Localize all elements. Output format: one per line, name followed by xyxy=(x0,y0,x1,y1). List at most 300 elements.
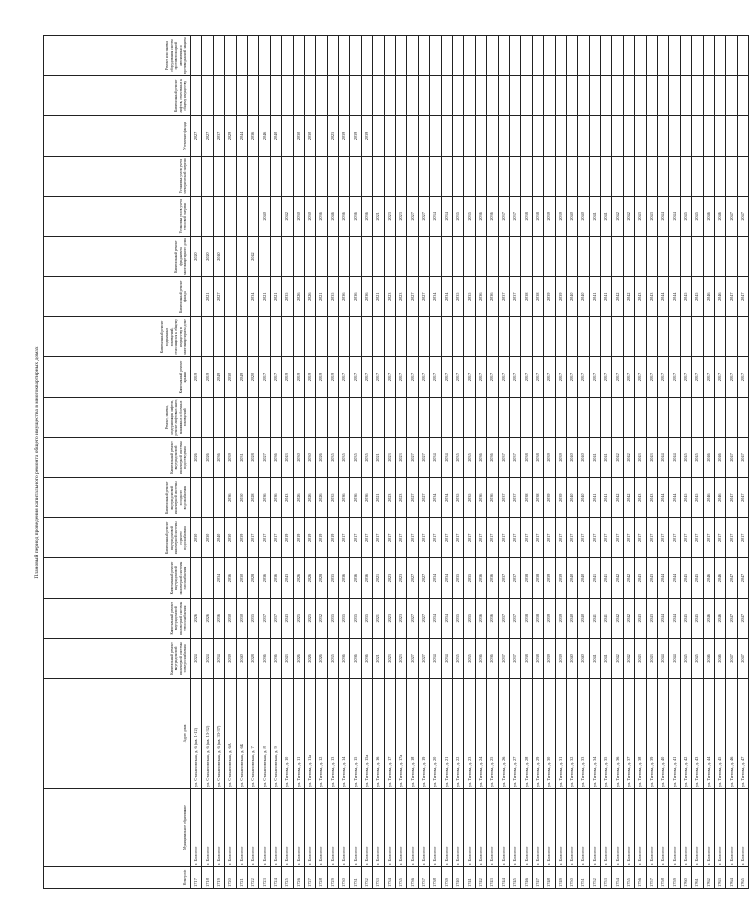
year-cell: 2026 xyxy=(304,478,315,518)
year-cell xyxy=(464,36,475,76)
table-row xyxy=(339,36,350,889)
year-cell: 2017 xyxy=(714,518,725,558)
column-header: Муниципальное образование xyxy=(44,789,191,867)
year-cell xyxy=(452,116,463,156)
year-cell: 2039 xyxy=(544,277,555,317)
year-cell xyxy=(646,36,657,76)
address-cell: ул. Титова, д. 43 xyxy=(692,679,703,789)
year-cell xyxy=(350,156,361,196)
year-cell: 2041 xyxy=(601,558,612,598)
year-cell xyxy=(487,36,498,76)
row-number-cell: 1720 xyxy=(225,867,236,889)
year-cell xyxy=(441,236,452,276)
row-number-cell: 1757 xyxy=(646,867,657,889)
year-cell: 2036 xyxy=(487,196,498,236)
municipality-cell: г. Бологое xyxy=(658,789,669,867)
year-cell xyxy=(213,196,224,236)
year-cell xyxy=(327,317,338,357)
address-cell: ул. Титова, д. 15 xyxy=(350,679,361,789)
address-cell: ул. Титова, д. 17а xyxy=(396,679,407,789)
year-cell: 2047 xyxy=(737,478,748,518)
address-cell: ул. Стахановская, д. 7 xyxy=(247,679,258,789)
table-row xyxy=(669,36,680,889)
year-cell: 2028 xyxy=(247,478,258,518)
year-cell xyxy=(669,397,680,437)
year-cell xyxy=(487,397,498,437)
year-cell: 2036 xyxy=(487,558,498,598)
year-cell xyxy=(259,76,270,116)
year-cell xyxy=(202,76,213,116)
year-cell: 2017 xyxy=(350,357,361,397)
column-header: Установка узлов учета тепловой энергии xyxy=(44,196,191,236)
year-cell: 2044 xyxy=(669,277,680,317)
year-cell: 2037 xyxy=(509,478,520,518)
year-cell xyxy=(623,317,634,357)
year-cell: 2044 xyxy=(236,116,247,156)
year-cell xyxy=(692,317,703,357)
header-row xyxy=(44,36,191,889)
year-cell: 2023 xyxy=(396,277,407,317)
year-cell xyxy=(635,397,646,437)
year-cell xyxy=(509,317,520,357)
year-cell xyxy=(680,236,691,276)
year-cell xyxy=(430,36,441,76)
table-row xyxy=(544,36,555,889)
year-cell: 2047 xyxy=(737,196,748,236)
year-cell xyxy=(521,317,532,357)
year-cell xyxy=(601,36,612,76)
year-cell xyxy=(270,76,281,116)
year-cell: 2043 xyxy=(646,196,657,236)
year-cell: 2039 xyxy=(555,437,566,477)
year-cell: 2017 xyxy=(509,357,520,397)
year-cell: 2035 xyxy=(452,196,463,236)
year-cell xyxy=(703,36,714,76)
year-cell: 2023 xyxy=(396,478,407,518)
year-cell: 2036 xyxy=(350,478,361,518)
year-cell: 2017 xyxy=(544,357,555,397)
year-cell xyxy=(498,156,509,196)
year-cell: 2037 xyxy=(509,437,520,477)
year-cell: 2041 xyxy=(589,638,600,678)
table-row xyxy=(430,36,441,889)
year-cell xyxy=(623,236,634,276)
table-row xyxy=(714,36,725,889)
address-cell: ул. Титова, д. 15а xyxy=(361,679,372,789)
column-header: Капитальный ремонт внутридомовой инженерной системы горячего водоснабжения xyxy=(44,518,191,558)
year-cell xyxy=(430,76,441,116)
year-cell: 2036 xyxy=(339,277,350,317)
year-cell xyxy=(373,36,384,76)
municipality-cell: г. Бологое xyxy=(714,789,725,867)
municipality-cell: г. Бологое xyxy=(498,789,509,867)
year-cell xyxy=(521,36,532,76)
year-cell xyxy=(441,76,452,116)
year-cell xyxy=(566,116,577,156)
municipality-cell: г. Бологое xyxy=(635,789,646,867)
year-cell: 2017 xyxy=(498,357,509,397)
year-cell: 2039 xyxy=(555,598,566,638)
row-number-cell: 1723 xyxy=(259,867,270,889)
year-cell: 2017 xyxy=(692,357,703,397)
year-cell: 2042 xyxy=(623,638,634,678)
year-cell: 2045 xyxy=(692,478,703,518)
year-cell: 2037 xyxy=(498,437,509,477)
year-cell xyxy=(544,156,555,196)
table-row xyxy=(498,36,509,889)
year-cell xyxy=(566,317,577,357)
year-cell xyxy=(407,36,418,76)
year-cell: 2035 xyxy=(452,598,463,638)
year-cell: 2017 xyxy=(339,357,350,397)
row-number-cell: 1733 xyxy=(373,867,384,889)
year-cell: 2042 xyxy=(612,558,623,598)
year-cell: 2017 xyxy=(646,357,657,397)
address-cell: ул. Титова, д. 34 xyxy=(589,679,600,789)
year-cell: 2028 xyxy=(316,558,327,598)
municipality-cell: г. Бологое xyxy=(441,789,452,867)
year-cell: 2040 xyxy=(566,437,577,477)
year-cell xyxy=(589,236,600,276)
year-cell: 2043 xyxy=(635,638,646,678)
year-cell: 2046 xyxy=(714,277,725,317)
year-cell: 2017 xyxy=(714,357,725,397)
year-cell xyxy=(441,317,452,357)
year-cell: 2019 xyxy=(304,518,315,558)
year-cell: 2046 xyxy=(714,598,725,638)
row-number-cell: 1761 xyxy=(692,867,703,889)
year-cell xyxy=(532,397,543,437)
year-cell xyxy=(646,76,657,116)
year-cell: 2027 xyxy=(407,196,418,236)
year-cell: 2044 xyxy=(669,598,680,638)
year-cell: 2017 xyxy=(259,518,270,558)
year-cell: 2046 xyxy=(703,196,714,236)
year-cell: 2035 xyxy=(327,277,338,317)
year-cell xyxy=(703,116,714,156)
column-header: Капитальный ремонт фундамента многоквартирного дома xyxy=(44,236,191,276)
row-number-cell: 1752 xyxy=(589,867,600,889)
year-cell xyxy=(509,397,520,437)
year-cell xyxy=(532,76,543,116)
row-number-cell: 1747 xyxy=(532,867,543,889)
year-cell xyxy=(487,116,498,156)
year-cell: 2034 xyxy=(441,437,452,477)
year-cell xyxy=(259,397,270,437)
year-cell xyxy=(714,236,725,276)
year-cell: 2026 xyxy=(316,478,327,518)
year-cell xyxy=(452,317,463,357)
year-cell: 2039 xyxy=(544,196,555,236)
year-cell xyxy=(464,236,475,276)
year-cell xyxy=(316,36,327,76)
year-cell: 2041 xyxy=(589,437,600,477)
year-cell xyxy=(498,317,509,357)
year-cell: 2039 xyxy=(555,478,566,518)
year-cell: 2036 xyxy=(475,558,486,598)
table-row xyxy=(282,36,293,889)
year-cell: 2023 xyxy=(384,277,395,317)
year-cell: 2035 xyxy=(247,598,258,638)
year-cell: 2019 xyxy=(202,357,213,397)
year-cell xyxy=(726,236,737,276)
year-cell: 2027 xyxy=(202,116,213,156)
municipality-cell: г. Бологое xyxy=(544,789,555,867)
year-cell xyxy=(316,156,327,196)
year-cell: 2020 xyxy=(247,357,258,397)
address-cell: ул. Стахановская, д. 6 (кв. 1-12) xyxy=(191,679,202,789)
year-cell xyxy=(339,36,350,76)
year-cell: 2017 xyxy=(726,357,737,397)
year-cell xyxy=(658,397,669,437)
column-header: Капитальный ремонт фасада xyxy=(44,277,191,317)
year-cell: 2021 xyxy=(316,277,327,317)
year-cell: 2047 xyxy=(726,277,737,317)
year-cell xyxy=(464,317,475,357)
year-cell xyxy=(327,76,338,116)
year-cell: 2017 xyxy=(475,518,486,558)
municipality-cell: г. Бологое xyxy=(578,789,589,867)
year-cell: 2047 xyxy=(737,558,748,598)
year-cell xyxy=(578,116,589,156)
year-cell xyxy=(669,76,680,116)
year-cell xyxy=(418,116,429,156)
address-cell: ул. Титова, д. 24 xyxy=(475,679,486,789)
year-cell: 2039 xyxy=(225,638,236,678)
year-cell xyxy=(430,397,441,437)
year-cell xyxy=(225,156,236,196)
year-cell xyxy=(726,76,737,116)
address-cell: ул. Титова, д. 18 xyxy=(407,679,418,789)
year-cell xyxy=(191,317,202,357)
row-number-cell: 1740 xyxy=(452,867,463,889)
year-cell xyxy=(544,397,555,437)
year-cell: 2040 xyxy=(578,558,589,598)
year-cell xyxy=(737,36,748,76)
municipality-cell: г. Бологое xyxy=(282,789,293,867)
address-cell: ул. Титова, д. 11 xyxy=(293,679,304,789)
year-cell: 2017 xyxy=(361,518,372,558)
year-cell xyxy=(384,116,395,156)
year-cell: 2044 xyxy=(669,478,680,518)
year-cell xyxy=(646,236,657,276)
address-cell: ул. Титова, д. 47 xyxy=(737,679,748,789)
year-cell: 2037 xyxy=(509,277,520,317)
address-cell: ул. Титова, д. 13 xyxy=(327,679,338,789)
year-cell: 2046 xyxy=(714,558,725,598)
year-cell: 2030 xyxy=(225,598,236,638)
year-cell: 2036 xyxy=(487,598,498,638)
year-cell xyxy=(202,478,213,518)
year-cell: 2017 xyxy=(430,518,441,558)
year-cell xyxy=(589,156,600,196)
year-cell xyxy=(566,156,577,196)
table-row xyxy=(601,36,612,889)
year-cell: 2035 xyxy=(361,437,372,477)
column-header: Адрес дома xyxy=(44,679,191,789)
year-cell: 2036 xyxy=(270,437,281,477)
year-cell xyxy=(464,116,475,156)
year-cell: 2045 xyxy=(680,478,691,518)
year-cell xyxy=(293,397,304,437)
year-cell: 2036 xyxy=(475,638,486,678)
year-cell: 2037 xyxy=(509,638,520,678)
municipality-cell: г. Бологое xyxy=(270,789,281,867)
year-cell: 2036 xyxy=(475,196,486,236)
column-header: Утепление фасада xyxy=(44,116,191,156)
address-cell: ул. Титова, д. 45 xyxy=(714,679,725,789)
year-cell xyxy=(373,156,384,196)
table-row xyxy=(589,36,600,889)
table-row xyxy=(487,36,498,889)
year-cell: 2046 xyxy=(714,196,725,236)
year-cell xyxy=(407,76,418,116)
row-number-cell: 1731 xyxy=(350,867,361,889)
year-cell: 2038 xyxy=(532,437,543,477)
year-cell: 2026 xyxy=(293,277,304,317)
year-cell xyxy=(658,36,669,76)
year-cell xyxy=(680,76,691,116)
year-cell: 2036 xyxy=(259,558,270,598)
year-cell xyxy=(373,317,384,357)
year-cell xyxy=(612,116,623,156)
year-cell: 2046 xyxy=(703,437,714,477)
year-cell xyxy=(475,116,486,156)
year-cell: 2046 xyxy=(703,478,714,518)
year-cell xyxy=(259,156,270,196)
year-cell: 2024 xyxy=(191,638,202,678)
year-cell xyxy=(521,397,532,437)
year-cell xyxy=(407,317,418,357)
year-cell xyxy=(361,36,372,76)
year-cell xyxy=(464,76,475,116)
year-cell xyxy=(635,156,646,196)
year-cell xyxy=(191,277,202,317)
year-cell: 2039 xyxy=(544,558,555,598)
year-cell: 2046 xyxy=(714,638,725,678)
year-cell xyxy=(658,116,669,156)
address-cell: ул. Титова, д. 27 xyxy=(509,679,520,789)
year-cell: 2038 xyxy=(532,196,543,236)
year-cell: 2036 xyxy=(475,277,486,317)
row-number-cell: 1753 xyxy=(601,867,612,889)
year-cell: 2023 xyxy=(384,598,395,638)
year-cell: 2026 xyxy=(293,638,304,678)
column-header: Капитальный ремонт крыши xyxy=(44,357,191,397)
table-row xyxy=(646,36,657,889)
year-cell xyxy=(259,317,270,357)
year-cell: 2036 xyxy=(339,638,350,678)
year-cell xyxy=(236,236,247,276)
row-number-cell: 1760 xyxy=(680,867,691,889)
row-number-cell: 1719 xyxy=(213,867,224,889)
year-cell xyxy=(475,317,486,357)
year-cell xyxy=(555,236,566,276)
table-row xyxy=(509,36,520,889)
municipality-cell: г. Бологое xyxy=(316,789,327,867)
year-cell: 2044 xyxy=(658,598,669,638)
year-cell: 2036 xyxy=(487,437,498,477)
year-cell: 2021 xyxy=(373,558,384,598)
year-cell: 2017 xyxy=(555,357,566,397)
year-cell xyxy=(680,156,691,196)
year-cell: 2043 xyxy=(646,277,657,317)
year-cell: 2017 xyxy=(521,518,532,558)
year-cell xyxy=(498,76,509,116)
year-cell xyxy=(737,116,748,156)
year-cell: 2040 xyxy=(566,196,577,236)
year-cell xyxy=(612,36,623,76)
year-cell xyxy=(532,116,543,156)
year-cell xyxy=(316,317,327,357)
year-cell xyxy=(225,196,236,236)
year-cell xyxy=(361,156,372,196)
year-cell xyxy=(327,236,338,276)
year-cell: 2035 xyxy=(452,638,463,678)
year-cell xyxy=(270,397,281,437)
year-cell: 2031 xyxy=(236,437,247,477)
address-cell: ул. Титова, д. 17 xyxy=(384,679,395,789)
address-cell: ул. Титова, д. 23 xyxy=(464,679,475,789)
year-cell: 2027 xyxy=(418,478,429,518)
year-cell: 2021 xyxy=(202,277,213,317)
year-cell xyxy=(441,36,452,76)
year-cell xyxy=(191,196,202,236)
year-cell: 2043 xyxy=(646,638,657,678)
year-cell xyxy=(487,236,498,276)
year-cell xyxy=(225,36,236,76)
year-cell: 2050 xyxy=(236,478,247,518)
year-cell: 2044 xyxy=(658,558,669,598)
year-cell: 2017 xyxy=(589,518,600,558)
year-cell: 2030 xyxy=(225,518,236,558)
year-cell xyxy=(555,397,566,437)
municipality-cell: г. Бологое xyxy=(361,789,372,867)
year-cell xyxy=(692,156,703,196)
year-cell xyxy=(692,36,703,76)
year-cell xyxy=(566,397,577,437)
year-cell xyxy=(236,76,247,116)
year-cell xyxy=(612,397,623,437)
year-cell xyxy=(191,76,202,116)
year-cell: 2042 xyxy=(623,598,634,638)
year-cell xyxy=(339,236,350,276)
year-cell: 2035 xyxy=(361,598,372,638)
year-cell: 2023 xyxy=(384,558,395,598)
year-cell: 2017 xyxy=(532,357,543,397)
year-cell: 2017 xyxy=(703,357,714,397)
year-cell: 2037 xyxy=(270,598,281,638)
year-cell: 2030 xyxy=(293,437,304,477)
year-cell xyxy=(612,236,623,276)
year-cell xyxy=(623,156,634,196)
address-cell: ул. Титова, д. 33 xyxy=(578,679,589,789)
year-cell: 2037 xyxy=(213,116,224,156)
year-cell: 2030 xyxy=(225,357,236,397)
municipality-cell: г. Бологое xyxy=(612,789,623,867)
year-cell: 2017 xyxy=(430,357,441,397)
year-cell xyxy=(327,36,338,76)
table-row xyxy=(578,36,589,889)
address-cell: ул. Титова, д. 10 xyxy=(282,679,293,789)
year-cell: 2017 xyxy=(658,357,669,397)
table-row xyxy=(373,36,384,889)
year-cell xyxy=(304,397,315,437)
year-cell: 2034 xyxy=(430,478,441,518)
year-cell xyxy=(225,397,236,437)
table-row xyxy=(623,36,634,889)
year-cell xyxy=(669,236,680,276)
